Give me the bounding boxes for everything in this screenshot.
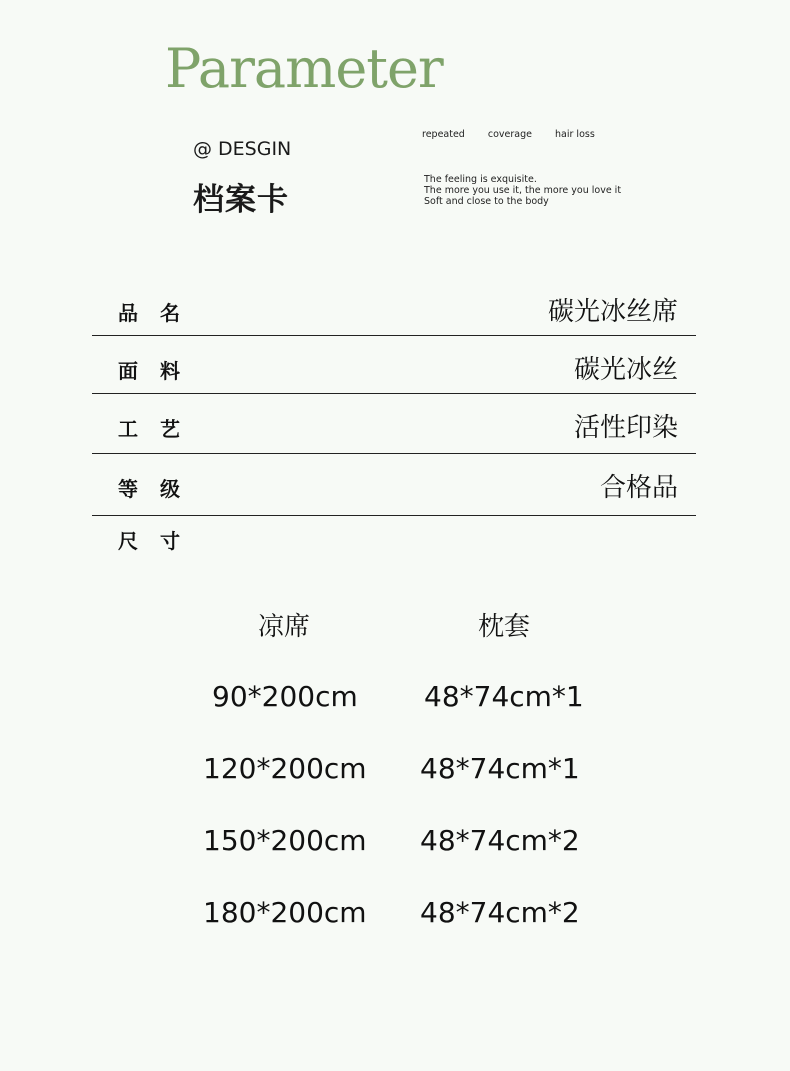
page-title: Parameter — [165, 37, 443, 100]
slogan-line: The feeling is exquisite. — [424, 174, 537, 185]
spec-value: 碳光冰丝席 — [547, 297, 678, 327]
spec-label: 工艺 — [118, 417, 202, 441]
size-pillow-cell: 48*74cm*1 — [420, 752, 580, 785]
size-mat-cell: 180*200cm — [203, 896, 367, 929]
spec-row-size — [92, 518, 696, 558]
spec-label: 尺寸 — [118, 529, 202, 553]
spec-divider — [92, 453, 696, 454]
size-pillow-cell: 48*74cm*2 — [420, 896, 580, 929]
spec-value: 碳光冰丝 — [573, 355, 678, 385]
spec-row-name — [92, 290, 696, 330]
spec-row-fabric — [92, 348, 696, 388]
size-mat-cell: 150*200cm — [203, 824, 367, 857]
slogan-line: The more you use it, the more you love it — [424, 185, 622, 196]
spec-divider — [92, 393, 696, 394]
size-mat-cell: 120*200cm — [203, 752, 367, 785]
size-header-pillowcase: 枕套 — [478, 612, 531, 642]
size-header-mat: 凉席 — [258, 612, 311, 642]
tag-list — [422, 129, 615, 140]
tag-item: coverage — [487, 129, 532, 140]
spec-value: 合格品 — [599, 473, 678, 503]
size-pillow-cell: 48*74cm*2 — [420, 824, 580, 857]
spec-divider — [92, 335, 696, 336]
spec-divider — [92, 515, 696, 516]
spec-label: 面料 — [118, 359, 202, 383]
spec-label: 品名 — [118, 301, 202, 325]
spec-row-grade — [92, 466, 696, 506]
spec-label: 等级 — [118, 477, 202, 501]
design-label: @ DESGIN — [193, 138, 292, 160]
spec-row-craft — [92, 406, 696, 446]
card-name: 档案卡 — [193, 182, 289, 218]
spec-value: 活性印染 — [573, 413, 678, 443]
slogan-block — [424, 174, 621, 207]
size-mat-cell: 90*200cm — [212, 680, 358, 713]
tag-item: repeated — [422, 129, 465, 140]
slogan-line: Soft and close to the body — [424, 196, 549, 207]
tag-item: hair loss — [555, 129, 595, 140]
size-pillow-cell: 48*74cm*1 — [424, 680, 584, 713]
